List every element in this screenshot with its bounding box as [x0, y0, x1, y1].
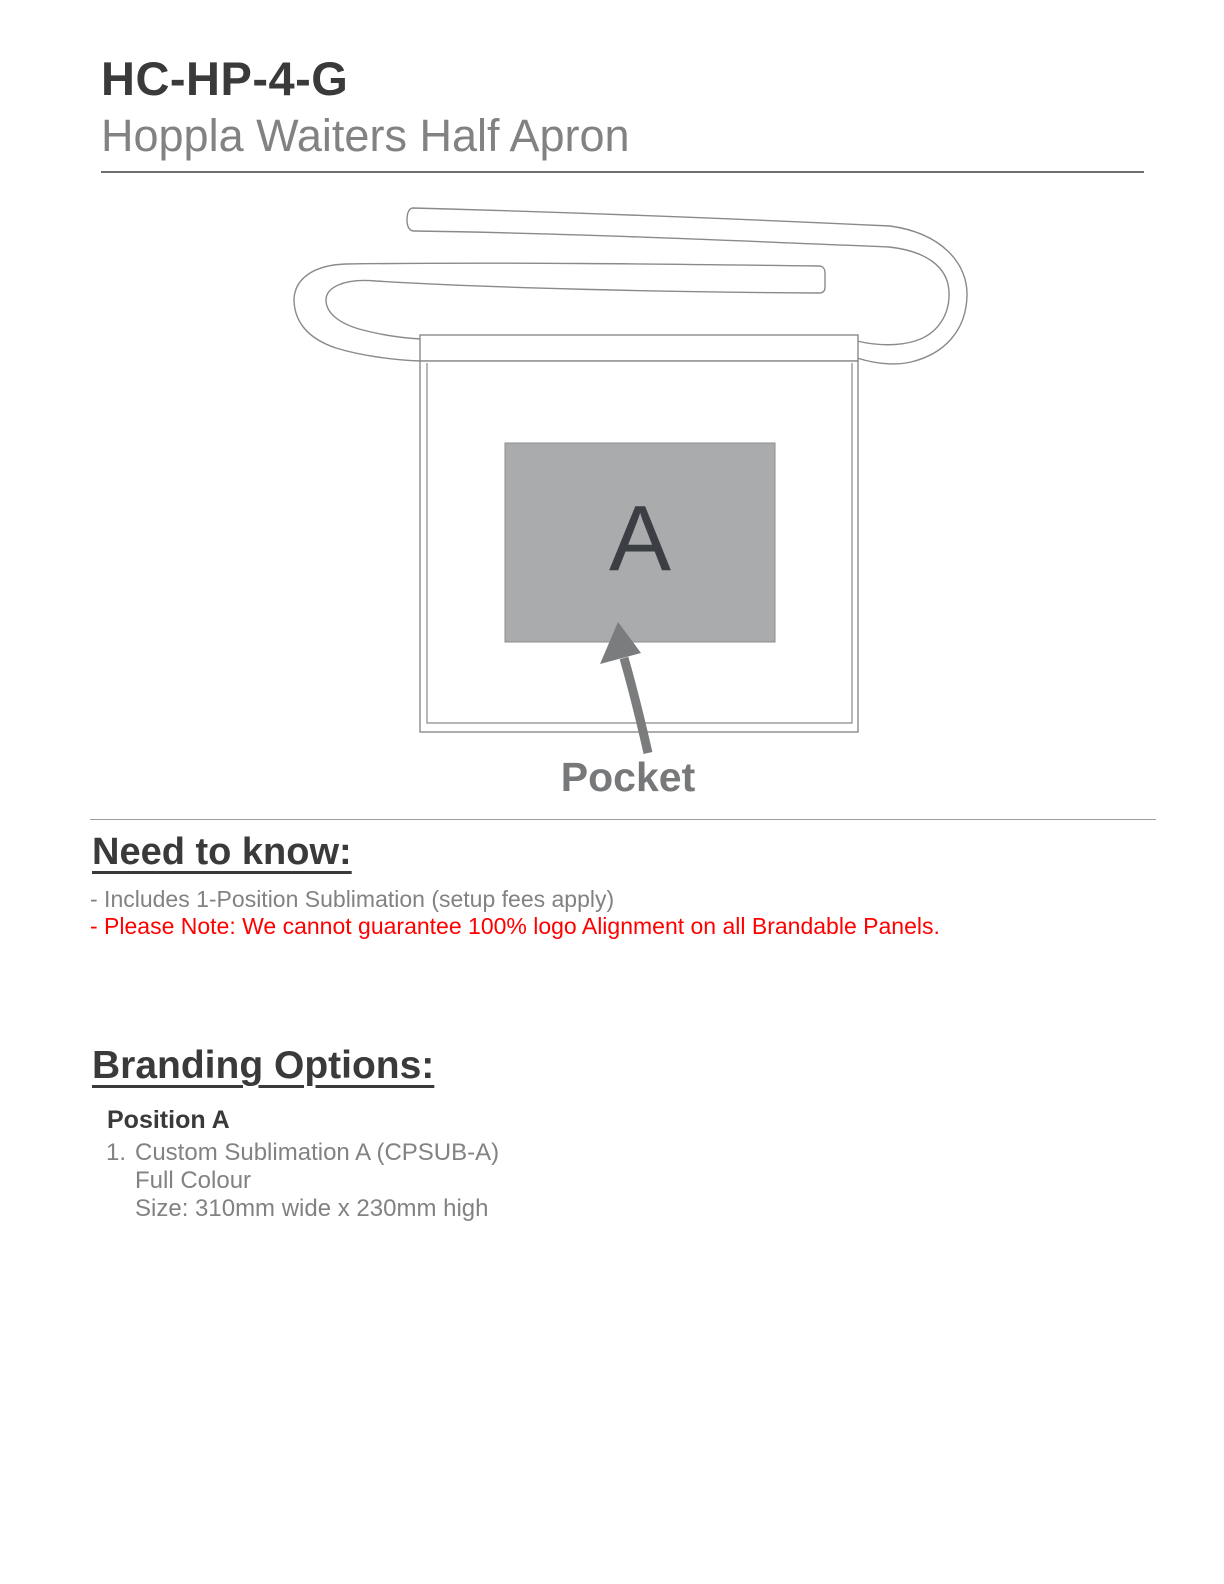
- product-code-title: HC-HP-4-G: [101, 52, 349, 105]
- position-a-heading: Position A: [107, 1106, 230, 1134]
- need-to-know-warning-item: - Please Note: We cannot guarantee 100% logo Alignment on all Brandable Panels.: [90, 913, 940, 939]
- option-number: 1.: [106, 1139, 127, 1166]
- option-method-line: Custom Sublimation A (CPSUB-A): [135, 1139, 500, 1166]
- section-divider: [90, 819, 1156, 820]
- branding-options-heading: Branding Options:: [92, 1044, 435, 1087]
- option-size-line: Size: 310mm wide x 230mm high: [135, 1195, 489, 1222]
- apron-diagram: [280, 195, 980, 800]
- pocket-label: Pocket: [560, 754, 696, 800]
- position-a-label: A: [608, 486, 672, 590]
- product-name-subtitle: Hoppla Waiters Half Apron: [101, 110, 630, 161]
- need-to-know-item: - Includes 1-Position Sublimation (setup fees apply): [90, 886, 615, 912]
- need-to-know-heading: Need to know:: [92, 831, 352, 873]
- branding-option-item: [106, 1139, 499, 1223]
- apron-waistband: [420, 335, 858, 361]
- need-to-know-list: [90, 886, 940, 940]
- option-details: [135, 1139, 499, 1223]
- option-colour-line: Full Colour: [135, 1167, 252, 1194]
- apron-line-drawing: [280, 195, 980, 800]
- header-divider: [101, 171, 1144, 173]
